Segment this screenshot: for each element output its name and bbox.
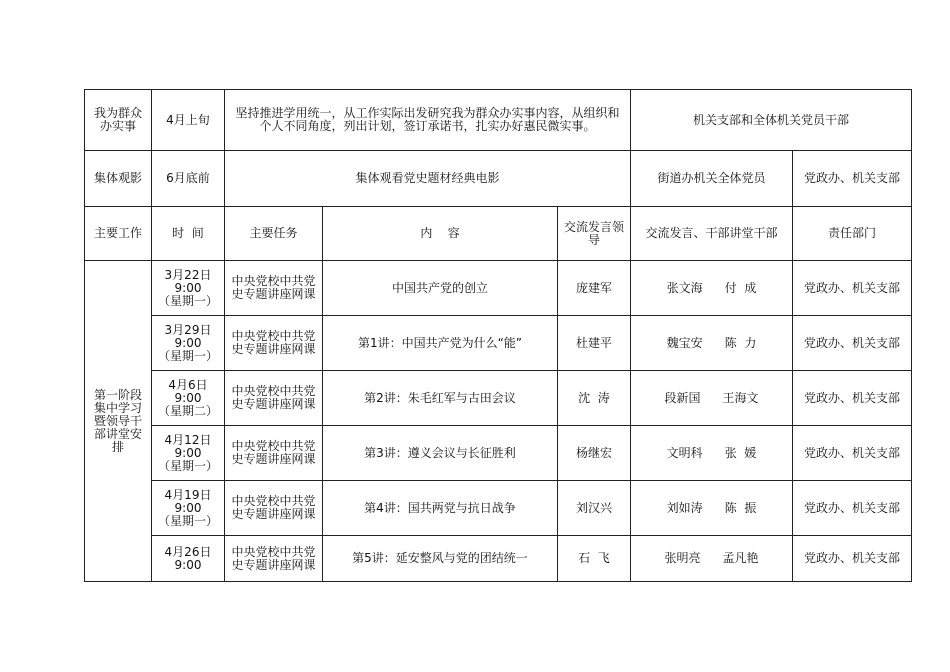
cadre-name: 孟凡艳 <box>722 551 759 565</box>
header-row <box>85 207 912 261</box>
date-text: 4月19日 <box>164 487 212 502</box>
cell-time: 4月上旬 <box>152 90 225 151</box>
stage-label: 第一阶段集中学习暨领导干部讲堂安排 <box>85 261 152 582</box>
cell-datetime <box>152 371 225 426</box>
cadre-name: 张文海 <box>666 280 703 295</box>
cell-content: 集体观看党史题材经典电影 <box>225 151 631 207</box>
cell-content: 第5讲：延安整风与党的团结统一 <box>323 536 558 582</box>
cell-lead: 石 飞 <box>558 536 631 582</box>
cadre-name: 魏宝安 <box>666 335 703 350</box>
cell-lead: 刘汉兴 <box>558 481 631 536</box>
cell-datetime <box>152 316 225 371</box>
cell-lead: 沈 涛 <box>558 371 631 426</box>
table-row <box>85 261 912 316</box>
cadre-name: 刘如涛 <box>666 500 703 515</box>
schedule-table <box>84 89 912 582</box>
weekday-text: （星期一） <box>157 458 218 473</box>
cell-lead: 杜建平 <box>558 316 631 371</box>
cadre-name: 付 成 <box>724 280 757 295</box>
date-text: 3月29日 <box>164 322 212 337</box>
date-text: 4月26日 <box>164 544 212 559</box>
cell-participants: 机关支部和全体机关党员干部 <box>631 90 912 151</box>
cell-content: 第3讲：遵义会议与长征胜利 <box>323 426 558 481</box>
cell-content: 第1讲：中国共产党为什么“能” <box>323 316 558 371</box>
cadre-name: 段新国 <box>664 390 701 405</box>
header-dept: 责任部门 <box>793 207 912 261</box>
cell-datetime <box>152 261 225 316</box>
cell-task: 中央党校中共党史专题讲座网课 <box>225 426 323 481</box>
cell-dept: 党政办、机关支部 <box>793 426 912 481</box>
cell-dept: 党政办、机关支部 <box>793 371 912 426</box>
header-content: 内 容 <box>323 207 558 261</box>
clock-text: 9:00 <box>174 557 202 572</box>
cell-time: 6月底前 <box>152 151 225 207</box>
cadre-name: 张 媛 <box>724 445 757 460</box>
cell-content: 坚持推进学用统一，从工作实际出发研究我为群众办实事内容，从组织和个人不同角度，列出计划，签订承诺书，扎实办好惠民微实事。 <box>225 90 631 151</box>
cell-cadres <box>631 316 793 371</box>
header-lead: 交流发言领导 <box>558 207 631 261</box>
weekday-text: （星期一） <box>157 348 218 363</box>
cell-datetime <box>152 481 225 536</box>
table-row <box>85 316 912 371</box>
cell-task: 中央党校中共党史专题讲座网课 <box>225 371 323 426</box>
cadre-name: 王海文 <box>722 390 759 405</box>
cell-datetime <box>152 536 225 582</box>
cell-cadres <box>631 261 793 316</box>
cell-item: 集体观影 <box>85 151 152 207</box>
cell-lead: 庞建军 <box>558 261 631 316</box>
cadre-name: 文明科 <box>666 445 703 460</box>
cell-cadres <box>631 426 793 481</box>
cell-dept: 党政办、机关支部 <box>793 151 912 207</box>
cadre-name: 陈 力 <box>724 335 757 350</box>
cell-task: 中央党校中共党史专题讲座网课 <box>225 481 323 536</box>
cell-cadres <box>631 371 793 426</box>
cell-task: 中央党校中共党史专题讲座网课 <box>225 261 323 316</box>
cell-dept: 党政办、机关支部 <box>793 316 912 371</box>
cell-content: 第2讲：朱毛红军与古田会议 <box>323 371 558 426</box>
cell-dept: 党政办、机关支部 <box>793 261 912 316</box>
table-row <box>85 426 912 481</box>
cell-task: 中央党校中共党史专题讲座网课 <box>225 536 323 582</box>
weekday-text: （星期一） <box>157 293 218 308</box>
header-task: 主要任务 <box>225 207 323 261</box>
table-row <box>85 90 912 151</box>
cell-task: 中央党校中共党史专题讲座网课 <box>225 316 323 371</box>
clock-text: 9:00 <box>174 500 202 515</box>
table-row <box>85 151 912 207</box>
cell-lead: 杨继宏 <box>558 426 631 481</box>
weekday-text: （星期一） <box>157 513 218 528</box>
date-text: 3月22日 <box>164 267 212 282</box>
cell-dept: 党政办、机关支部 <box>793 481 912 536</box>
clock-text: 9:00 <box>174 390 202 405</box>
cell-cadres <box>631 536 793 582</box>
header-cadres: 交流发言、干部讲堂干部 <box>631 207 793 261</box>
header-time: 时 间 <box>152 207 225 261</box>
cell-content: 第4讲：国共两党与抗日战争 <box>323 481 558 536</box>
cell-content: 中国共产党的创立 <box>323 261 558 316</box>
cadre-name: 陈 振 <box>724 500 757 515</box>
clock-text: 9:00 <box>174 445 202 460</box>
clock-text: 9:00 <box>174 280 202 295</box>
table-row <box>85 536 912 582</box>
table-row <box>85 371 912 426</box>
cell-item: 我为群众 办实事 <box>85 90 152 151</box>
cell-cadres <box>631 481 793 536</box>
cell-datetime <box>152 426 225 481</box>
table-row <box>85 481 912 536</box>
date-text: 4月12日 <box>164 432 212 447</box>
clock-text: 9:00 <box>174 335 202 350</box>
date-text: 4月6日 <box>168 377 208 392</box>
header-work: 主要工作 <box>85 207 152 261</box>
cell-participants: 街道办机关全体党员 <box>631 151 793 207</box>
cell-dept: 党政办、机关支部 <box>793 536 912 582</box>
weekday-text: （星期二） <box>157 403 218 418</box>
cadre-name: 张明亮 <box>664 551 701 565</box>
